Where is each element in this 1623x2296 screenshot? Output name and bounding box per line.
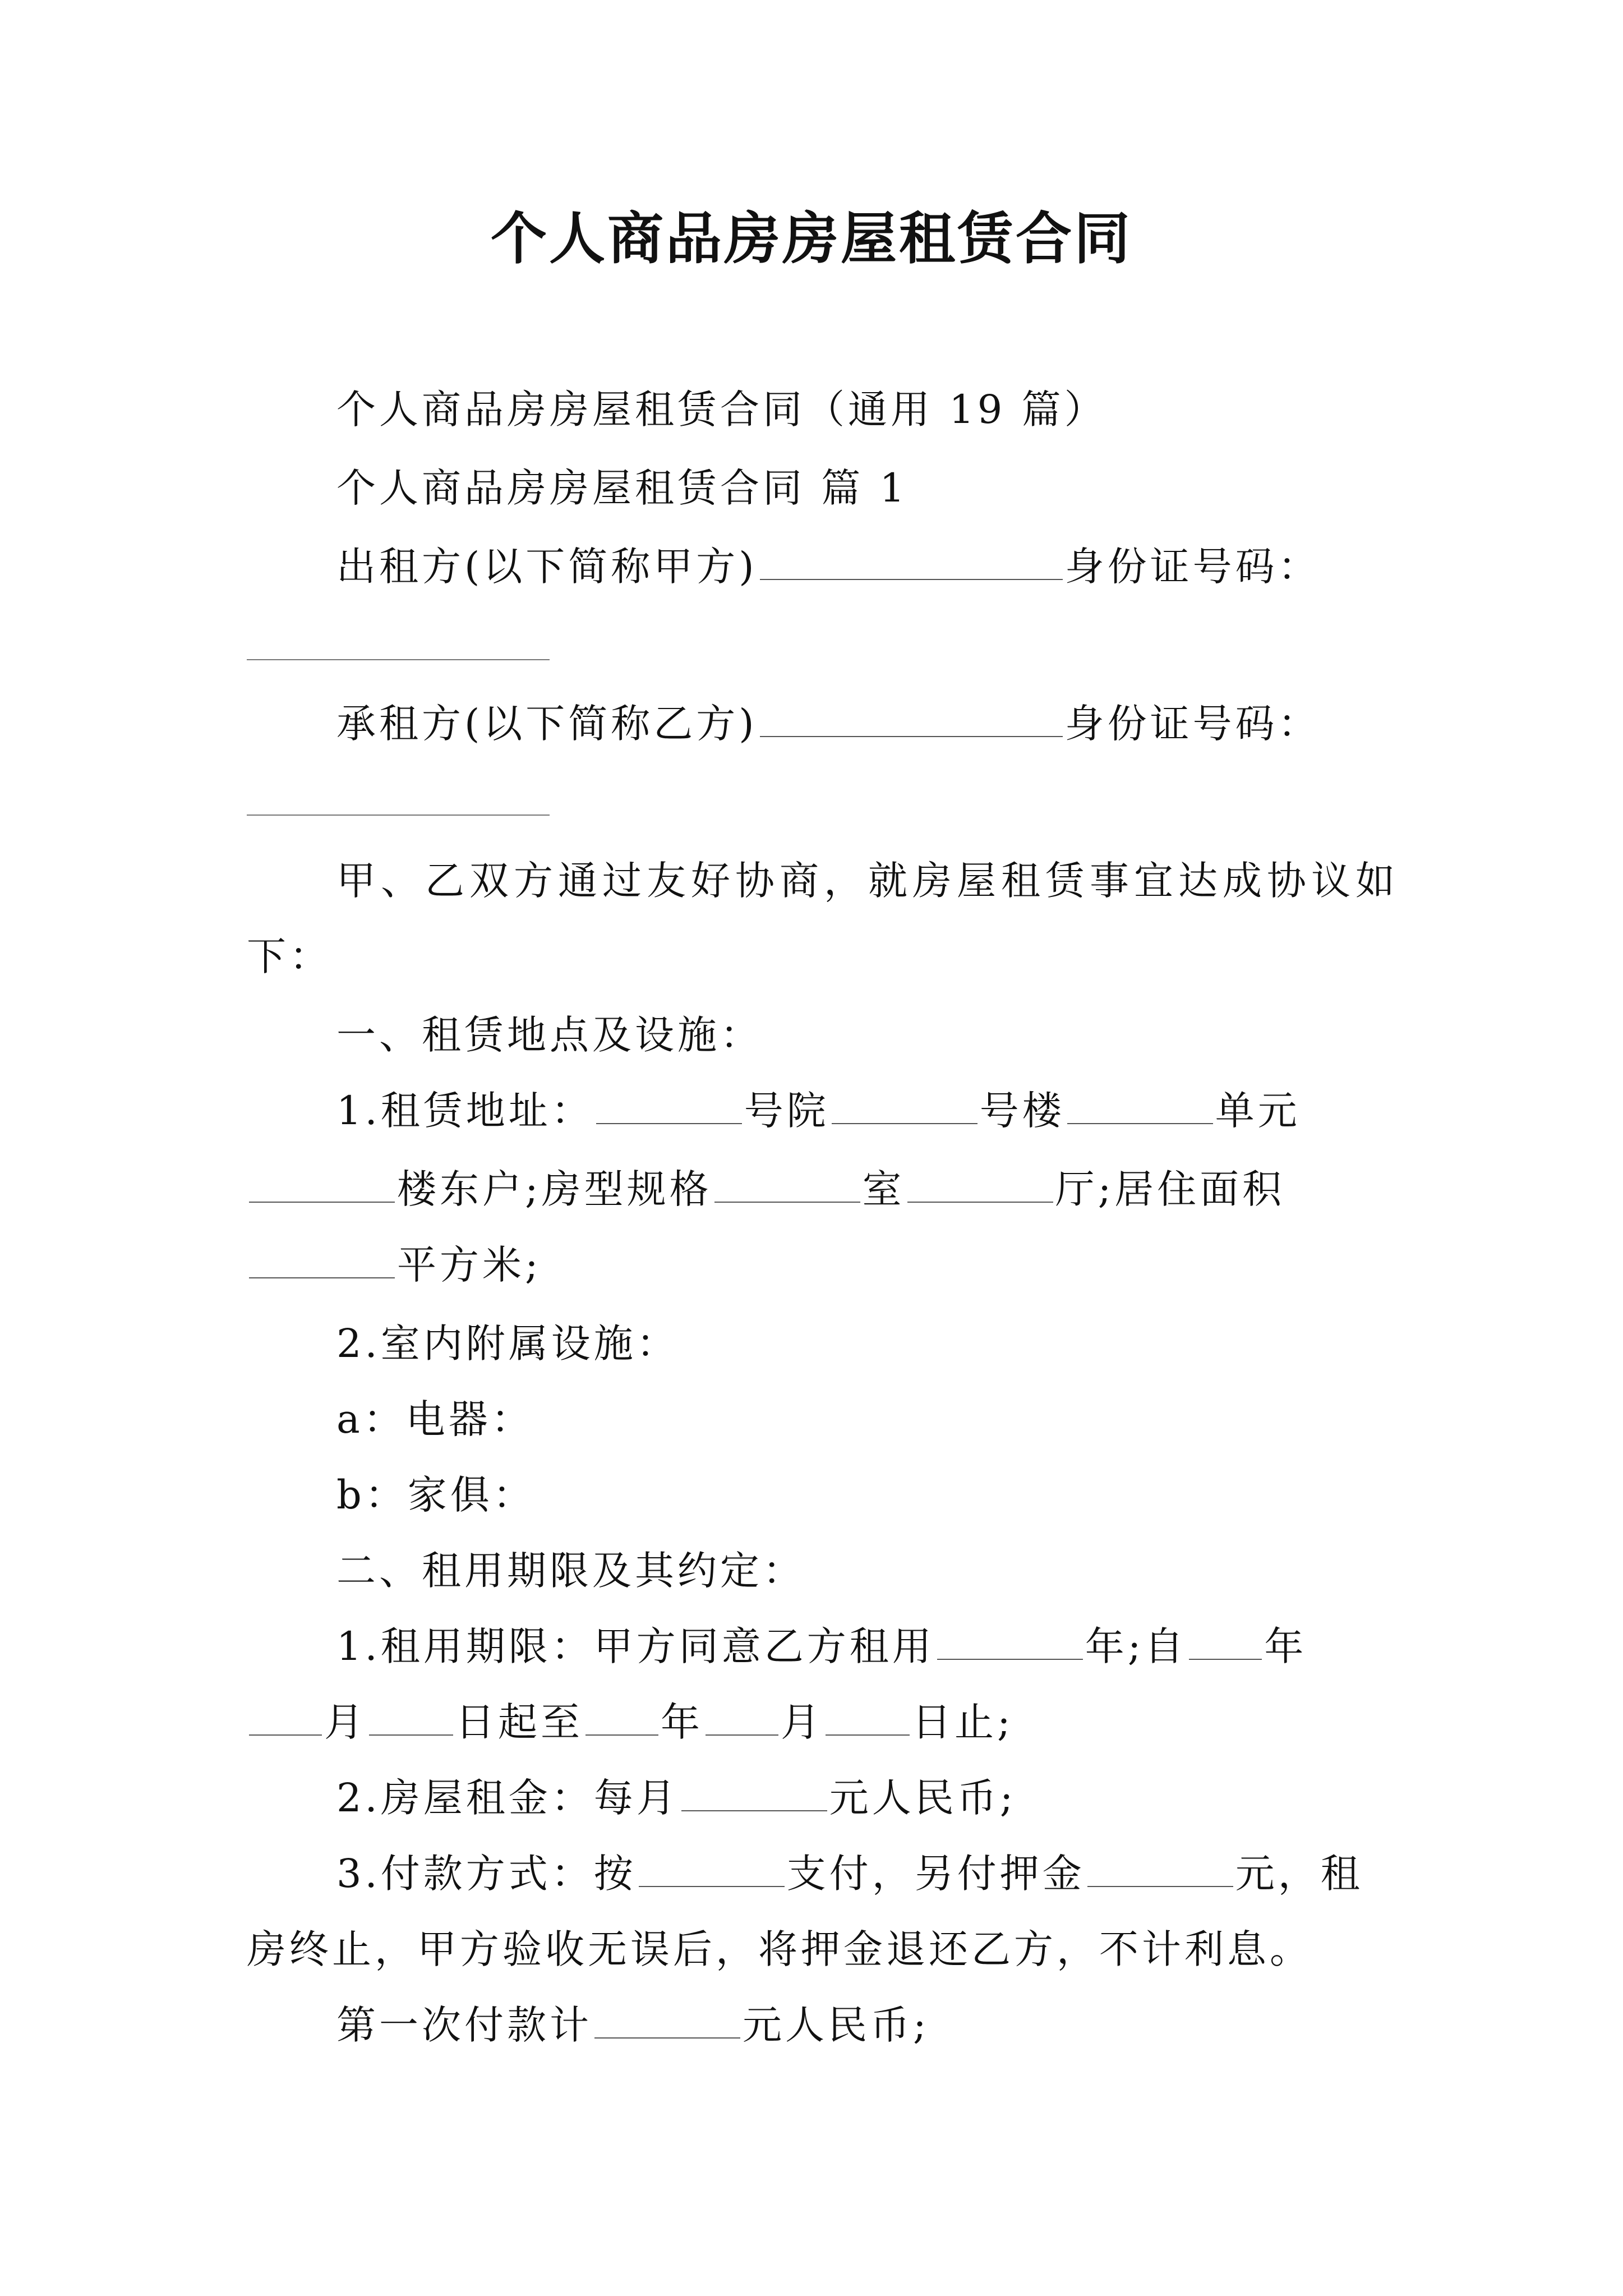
building-blank <box>832 1084 978 1124</box>
month-label: 月 <box>324 1699 367 1745</box>
end-label: 日止; <box>912 1699 1014 1745</box>
rent-blank <box>681 1771 827 1811</box>
room-label: 室 <box>862 1166 905 1212</box>
start-month-blank <box>249 1695 322 1736</box>
unit-blank <box>1067 1084 1213 1124</box>
lessor-label: 出租方(以下简称甲方) <box>336 544 758 590</box>
until-label: 日起至 <box>455 1699 583 1745</box>
building-label: 号楼 <box>979 1088 1065 1134</box>
id-label: 身份证号码： <box>1064 544 1321 590</box>
layout-label: 楼东户;房型规格 <box>397 1166 712 1212</box>
layout-line <box>247 1161 1391 1217</box>
rent-line <box>336 1770 1391 1826</box>
area-blank <box>249 1238 395 1278</box>
address-label: 1.租赁地址： <box>336 1088 594 1134</box>
rent-unit: 元人民币; <box>829 1775 1017 1821</box>
end-month-blank <box>706 1695 778 1736</box>
area-line <box>247 1237 1391 1293</box>
courtyard-blank <box>596 1084 742 1124</box>
payment-line <box>336 1846 1391 1902</box>
first-payment-line <box>336 1997 1391 2053</box>
courtyard-label: 号院 <box>744 1088 829 1134</box>
lessee-name-blank <box>760 697 1063 737</box>
subtitle-line: 个人商品房房屋租赁合同（通用 19 篇） <box>336 386 1107 432</box>
rooms-blank <box>714 1162 860 1203</box>
end-year-blank <box>585 1695 658 1736</box>
clause-heading-2: 二、租用期限及其约定： <box>336 1548 805 1594</box>
first-payment-label: 第一次付款计 <box>336 2002 592 2048</box>
rent-label: 2.房屋租金：每月 <box>336 1775 679 1821</box>
year-label: 年 <box>661 1699 703 1745</box>
first-payment-blank <box>594 1998 740 2039</box>
deposit-label: 支付，另付押金 <box>786 1851 1085 1897</box>
term-line <box>336 1618 1391 1674</box>
address-line <box>336 1083 1391 1139</box>
halls-blank <box>907 1162 1053 1203</box>
term-label: 1.租用期限：甲方同意乙方租用 <box>336 1623 935 1669</box>
start-year-blank <box>1189 1619 1262 1660</box>
lessor-name-blank <box>760 540 1063 580</box>
clause-heading-1: 一、租赁地点及设施： <box>336 1012 763 1058</box>
area-label: 厅;居住面积 <box>1055 1166 1285 1212</box>
start-day-blank <box>369 1695 453 1736</box>
paragraph-continuation: 下： <box>247 933 332 979</box>
lessor-id-blank <box>247 659 550 660</box>
furniture-item: b：家俱： <box>336 1472 536 1518</box>
agreement-paragraph <box>336 853 1400 909</box>
paragraph-text: 甲、乙双方通过友好协商，就房屋租赁事宜达成协议如 <box>336 858 1400 904</box>
payment-label: 3.付款方式：按 <box>336 1851 637 1897</box>
lessor-line <box>336 539 1391 595</box>
section-heading: 个人商品房房屋租赁合同 篇 1 <box>336 465 909 511</box>
payment-continuation: 房终止，甲方验收无误后，将押金退还乙方，不计利息。 <box>247 1926 1312 1972</box>
facilities-heading: 2.室内附属设施： <box>336 1320 679 1366</box>
term-dates-line <box>247 1694 1391 1750</box>
year-label: 年 <box>1264 1623 1307 1669</box>
deposit-unit: 元，租 <box>1235 1851 1363 1897</box>
end-day-blank <box>826 1695 910 1736</box>
deposit-blank <box>1087 1847 1233 1887</box>
unit-label: 单元 <box>1215 1088 1301 1134</box>
lessee-label: 承租方(以下简称乙方) <box>336 701 758 747</box>
first-payment-unit: 元人民币; <box>743 2002 930 2048</box>
lessee-id-blank <box>247 815 550 816</box>
payment-method-blank <box>639 1847 785 1887</box>
lessee-line <box>336 696 1391 752</box>
id-label: 身份证号码： <box>1064 701 1321 747</box>
appliances-item: a：电器： <box>336 1396 534 1442</box>
from-label: 年;自 <box>1085 1623 1187 1669</box>
years-blank <box>937 1619 1083 1660</box>
document-title: 个人商品房房屋租赁合同 <box>491 205 1132 272</box>
month-label: 月 <box>781 1699 823 1745</box>
floor-blank <box>249 1162 395 1203</box>
area-unit: 平方米; <box>397 1242 542 1288</box>
